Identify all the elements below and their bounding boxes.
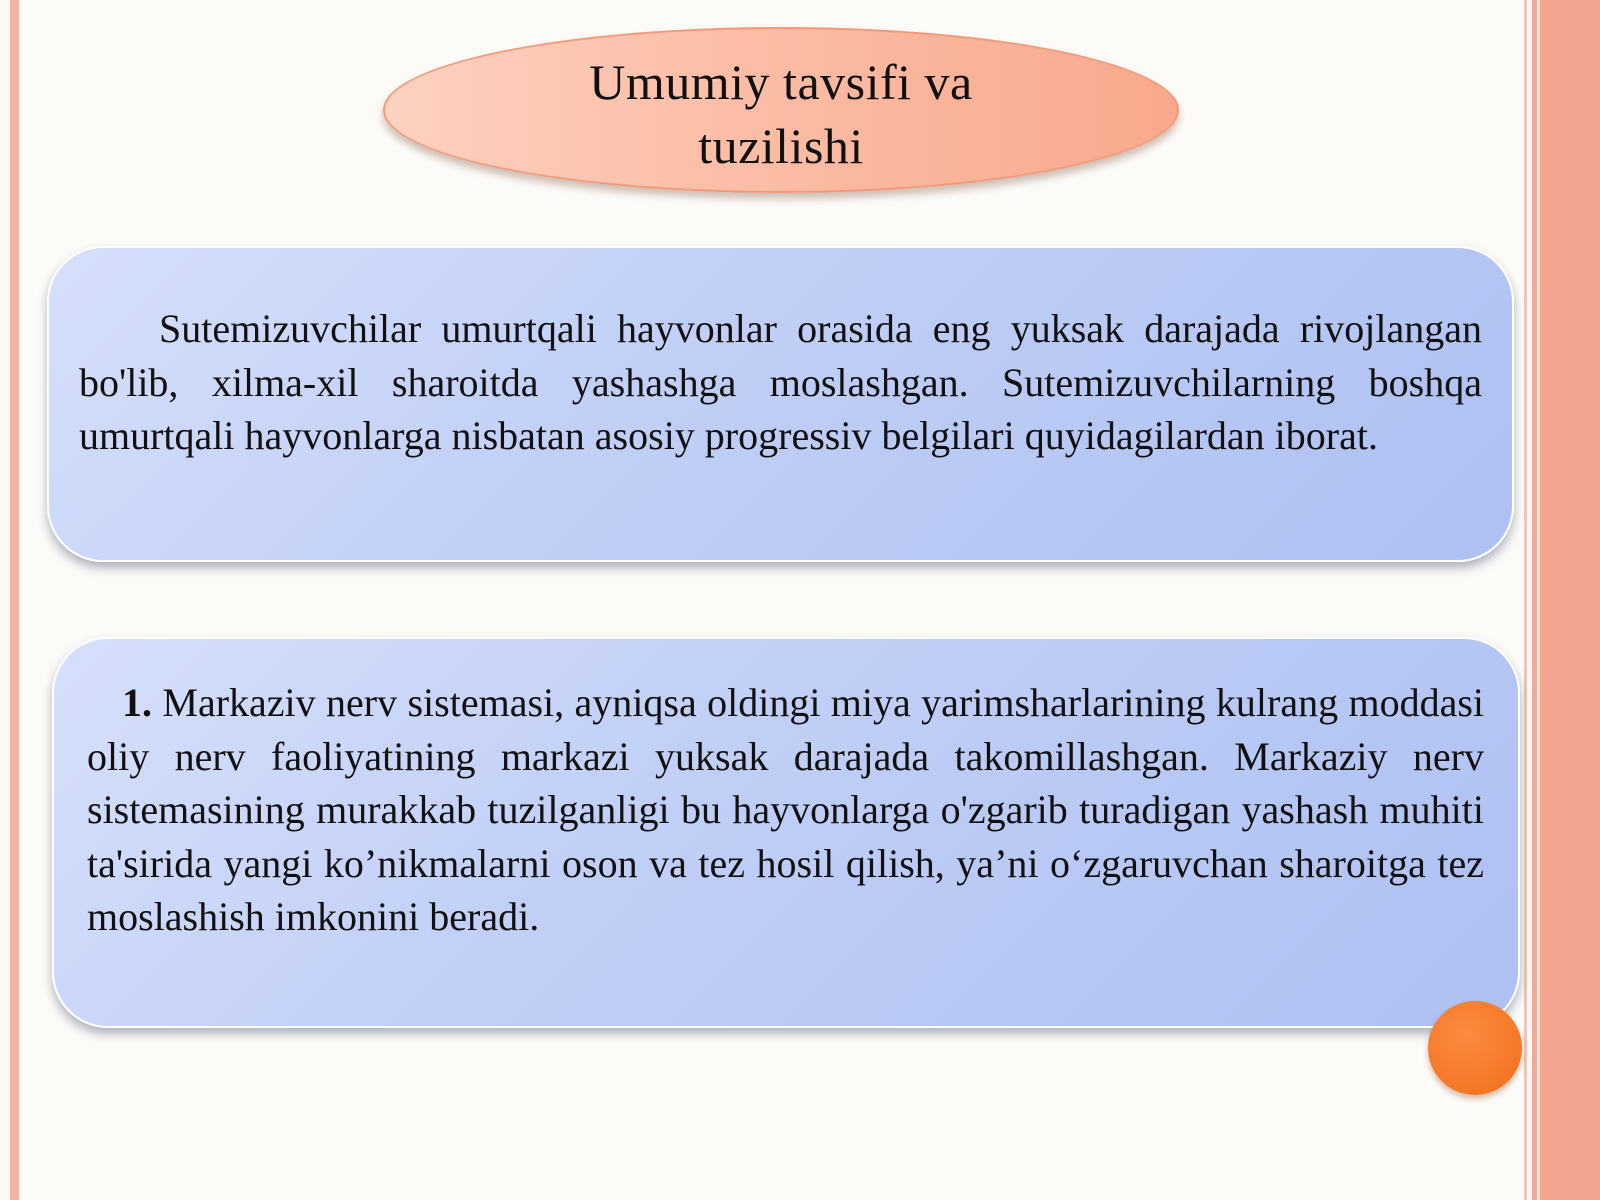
point-text: Markaziv nerv sistemasi, ayniqsa oldingi miya yarimsharlarining kulrang moddasi oliy nerv faoliyatining markazi yuksak darajada takomillashgan. Markaziy nerv sistemasining murakkab tuzilganligi bu hayvonlarga o'zgarib turadigan yashash muhiti ta'sirida yangi ko’nikmalarni oson va tez hosil qilish, ya’ni o‘zgaruvchan sharoitga tez moslashish imkonini beradi. [87, 680, 1485, 939]
intro-text: Sutemizuvchilar umurtqali hayvonlar orasida eng yuksak darajada rivojlangan bo'lib, xilma-xil sharoitda yashashga moslashgan. Sutemizuvchilarning boshqa umurtqali hayvonlarga nisbatan asosiy progressiv belgilari quyidagilardan iborat. [79, 306, 1482, 458]
title-line-2: tuzilishi [698, 118, 864, 174]
title-line-1: Umumiy tavsifi va [589, 54, 973, 110]
point-paragraph [87, 676, 1484, 944]
left-border-stripe [10, 0, 19, 1200]
slide-title [383, 50, 1179, 178]
intro-paragraph [79, 302, 1482, 463]
right-border-band [1532, 0, 1600, 1200]
orange-circle-decoration [1428, 1001, 1522, 1095]
point-number: 1. [122, 680, 152, 725]
right-thin-stripe [1524, 0, 1527, 1200]
